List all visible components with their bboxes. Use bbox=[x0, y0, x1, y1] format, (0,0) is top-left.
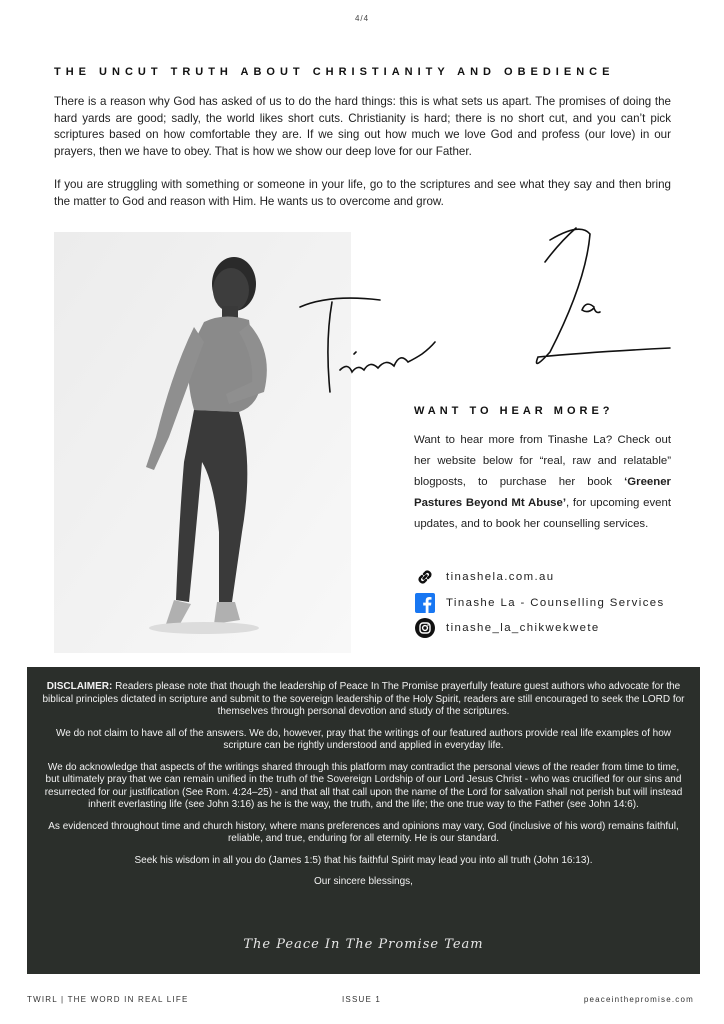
book-title: ‘Greener Pastures Beyond Mt Abuse’ bbox=[414, 476, 671, 509]
footer-issue: ISSUE 1 bbox=[342, 995, 382, 1004]
disclaimer-box bbox=[27, 667, 700, 974]
team-signature: The Peace In The Promise Team bbox=[243, 937, 484, 952]
article-paragraph-1: There is a reason why God has asked of us to do the hard things: this is what sets us apart. The promises of doing the hard yards are good; sadly, the world likes short cuts. Christianity is hard; there is no short cut, and you can’t pick scriptures based on how comfortable they are. If we sing out how much we love God and profess (our love) in our prayers, then we have to obey. That is how we show our deep love for our Father. bbox=[54, 95, 671, 158]
footer bbox=[27, 995, 694, 1007]
instagram-link[interactable]: tinashe_la_chikwekwete bbox=[414, 617, 600, 639]
disclaimer-paragraph-4: As evidenced throughout time and church history, where mans preferences and opinions may vary, God (inclusive of his word) remains faithful, reliable, and true, enduring for all eternity. He is our standard. bbox=[48, 820, 679, 844]
footer-website-link[interactable]: peaceinthepromise.com bbox=[583, 995, 694, 1004]
want-to-hear-more-heading: WANT TO HEAR MORE? bbox=[414, 405, 614, 417]
facebook-link[interactable]: Tinashe La - Counselling Services bbox=[414, 592, 665, 614]
want-to-hear-more-text: Want to hear more from Tinashe La? Check out her website below for “real, raw and relatable” blogposts, to purchase her book ‘Greener Pastures Beyond Mt Abuse’, for upcoming event updates, and to book her counselling services. bbox=[414, 434, 671, 530]
disclaimer-paragraph-2: We do not claim to have all of the answers. We do, however, pray that the writings of our featured authors provide real life examples of how scripture can be rightly understood and applied in everyday life. bbox=[56, 727, 671, 751]
disclaimer-closing: Our sincere blessings, bbox=[314, 876, 413, 887]
disclaimer-paragraph-5: Seek his wisdom in all you do (James 1:5) that his faithful Spirit may lead you into all truth (John 16:13). bbox=[134, 854, 593, 866]
link-icon bbox=[414, 566, 436, 588]
facebook-icon bbox=[414, 592, 436, 614]
disclaimer-paragraph-3: We do acknowledge that aspects of the writings shared through this platform may contradict the personal views of the reader from time to time, but ultimately pray that we can remain unified in the truth of the Sovereign Lordship of our Lord Jesus Christ - who was crucified for our sins and resurrected for our justification (See Rom. 4:24–25) - and that all that call upon the name of the Lord for salvation shall not perish but will instead inherit everlasting life (see John 3:16) as he is the way, the truth, and the life; the one true way to the Father (see John 14:6). bbox=[44, 761, 683, 810]
article-heading: THE UNCUT TRUTH ABOUT CHRISTIANITY AND OBEDIENCE bbox=[54, 66, 615, 78]
page-number: 4/4 bbox=[354, 14, 370, 23]
footer-publication: TWIRL | THE WORD IN REAL LIFE bbox=[27, 995, 189, 1004]
article-paragraph-2: If you are struggling with something or someone in your life, go to the scriptures and see what they say and then bring the matter to God and reason with Him. He wants us to overcome and grow. bbox=[54, 178, 671, 208]
instagram-icon bbox=[414, 617, 436, 639]
author-signature bbox=[290, 222, 700, 412]
disclaimer-paragraph-1: DISCLAIMER: Readers please note that though the leadership of Peace In The Promise prayerfully feature guest authors who advocate for the biblical principles dictated in scripture and submit to the sovereign leadership of the Holy Spirit, readers are still encouraged to seek the LORD for themselves through personal devotion and study of the scriptures. bbox=[42, 681, 685, 717]
disclaimer-label: DISCLAIMER: bbox=[46, 681, 113, 692]
website-link[interactable]: tinashela.com.au bbox=[414, 566, 555, 588]
